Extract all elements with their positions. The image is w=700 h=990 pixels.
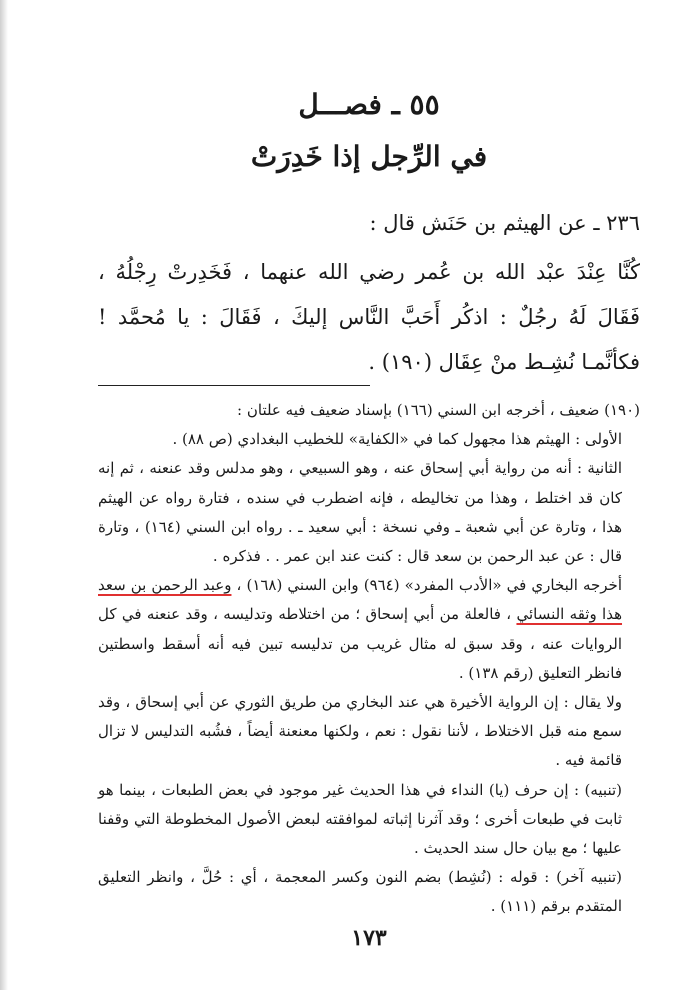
footnote-bukhari-continuation: وقد عنعنه في كل الروايات عنه ، وقد سبق له مثال غريب من تدليسه تبين فيه أنه أسقط واسطتين فانظر التعليق (رقم ١٣٨) . — [98, 605, 622, 682]
page-number: ١٧٣ — [351, 925, 387, 951]
footnote-objection: ولا يقال : إن الرواية الأخيرة هي عند البخاري من طريق الثوري عن أبي إسحاق ، وقد سمع منه قبل الاختلاط ، لأننا نقول : نعم ، ولكنها معنعنة أيضاً ، فشُبه التدليس لا تزال قائمة فيه . — [98, 693, 622, 770]
underlined-annotation: وعبد الرحمن بن سعد هذا وثقه النسائي — [98, 576, 623, 624]
footnote-first-defect: الأولى : الهيثم هذا مجهول كما في «الكفاية» للخطيب البغدادي (ص ٨٨) . — [172, 430, 622, 449]
hadith-intro: ٢٣٦ ـ عن الهيثم بن حَنَش قال : — [369, 211, 640, 235]
chapter-title: في الرِّجل إذا خَدِرَتْ — [250, 140, 488, 173]
footnote-bukhari-paragraph — [98, 571, 640, 688]
chapter-number: ٥٥ ـ فصـــل — [298, 88, 440, 121]
footnote-separator — [98, 385, 370, 386]
footnote-190-heading: (١٩٠) ضعيف ، أخرجه ابن السني (١٦٦) بإسناد ضعيف فيه علتان : — [237, 401, 640, 419]
hadith-text: كُنَّا عِنْدَ عبْد الله بن عُمر رضي الله عنهما ، فَخَدِرتْ رِجْلُهُ ، فَقَالَ لَهُ رجُلٌ : اذكُر أَحَبَّ النَّاس إليكَ ، فَقَالَ : يا مُحمَّد ! فكأنَّمـا نُشِـط منْ عِقَال (١٩٠) . — [98, 260, 640, 374]
footnote-bukhari-before: أخرجه البخاري في «الأدب المفرد» (٩٦٤) وابن السني (١٦٨) ، — [231, 576, 622, 595]
footnote-bukhari-after: ، فالعلة من أبي إسحاق ؛ من اختلاطه وتدليسه ، — [207, 605, 517, 624]
footnote-note-2: (تنبيه آخر) : قوله : (نُشِط) بضم النون وكسر المعجمة ، أي : حُلَّ ، وانظر التعليق المتقدم برقم (١١١) . — [98, 868, 622, 916]
footnote-note-1: (تنبيه) : إن حرف (يا) النداء في هذا الحديث غير موجود في بعض الطبعات ، بينما هو ثابت في طبعات أخرى ؛ وقد آثرنا إثباته لموافقته لبعض الأصول المخطوطة التي وقفنا عليها ؛ مع بيان حال سند الحديث . — [98, 780, 622, 858]
page-edge-shadow — [0, 0, 8, 990]
footnotes — [98, 396, 640, 922]
footnote-second-defect: الثانية : أنه من رواية أبي إسحاق عنه ، وهو السبيعي ، وهو مدلس وقد عنعنه ، ثم إنه كان قد اختلط ، وهذا من تخاليطه ، فإنه اضطرب في سنده ، فتارة رواه عن الهيثم هذا ، وتارة عن أبي شعبة ـ وفي نسخة : أبي سعيد ـ . رواه ابن السني (١٦٤) ، وتارة قال : عن عبد الرحمن بن سعد قال : كنت عند ابن عمر . . فذكره . — [98, 459, 622, 566]
